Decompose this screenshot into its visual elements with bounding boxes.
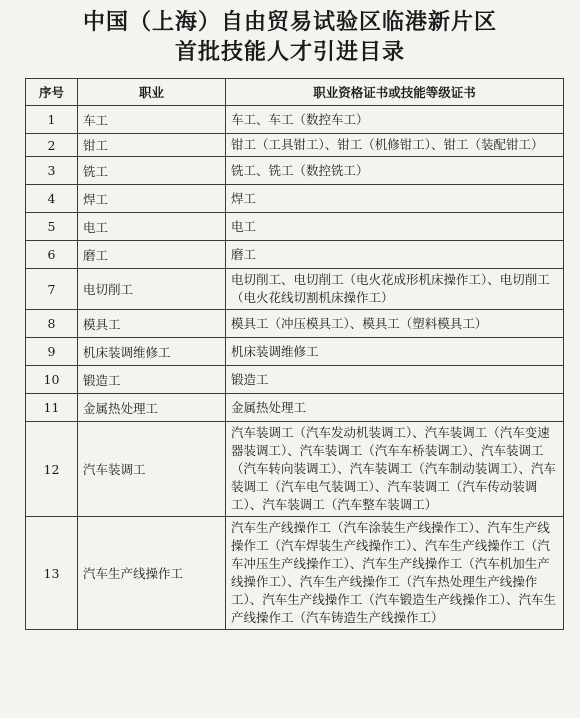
row-number: 7 (26, 269, 78, 310)
row-occupation: 模具工 (78, 310, 226, 338)
row-number: 13 (26, 517, 78, 630)
table-row (26, 269, 564, 310)
row-number: 4 (26, 185, 78, 213)
row-occupation: 锻造工 (78, 366, 226, 394)
row-certificate: 机床装调维修工 (226, 338, 564, 366)
row-occupation: 铣工 (78, 157, 226, 185)
row-certificate: 电工 (226, 213, 564, 241)
row-number: 5 (26, 213, 78, 241)
table-row (26, 338, 564, 366)
table-row (26, 134, 564, 157)
table-row (26, 517, 564, 630)
row-occupation: 车工 (78, 106, 226, 134)
row-occupation: 机床装调维修工 (78, 338, 226, 366)
row-certificate: 汽车装调工（汽车发动机装调工）、汽车装调工（汽车变速器装调工）、汽车装调工（汽车车桥装调工）、汽车装调工（汽车转向装调工）、汽车装调工（汽车制动装调工）、汽车装调工（汽车电气装调工）、汽车装调工（汽车传动装调工）、汽车装调工（汽车整车装调工） (226, 422, 564, 517)
row-number: 8 (26, 310, 78, 338)
row-certificate: 焊工 (226, 185, 564, 213)
header-occupation: 职业 (78, 79, 226, 106)
row-certificate: 电切削工、电切削工（电火花成形机床操作工）、电切削工（电火花线切割机床操作工） (226, 269, 564, 310)
table-row (26, 394, 564, 422)
row-certificate: 模具工（冲压模具工）、模具工（塑料模具工） (226, 310, 564, 338)
table-row (26, 106, 564, 134)
row-number: 2 (26, 134, 78, 157)
row-certificate: 磨工 (226, 241, 564, 269)
row-number: 6 (26, 241, 78, 269)
row-certificate: 车工、车工（数控车工） (226, 106, 564, 134)
table-row (26, 422, 564, 517)
table-row (26, 241, 564, 269)
row-occupation: 汽车装调工 (78, 422, 226, 517)
row-certificate: 钳工（工具钳工）、钳工（机修钳工）、钳工（装配钳工） (226, 134, 564, 157)
table-row (26, 310, 564, 338)
header-certificate: 职业资格证书或技能等级证书 (226, 79, 564, 106)
header-number: 序号 (26, 79, 78, 106)
row-occupation: 金属热处理工 (78, 394, 226, 422)
row-certificate: 锻造工 (226, 366, 564, 394)
row-occupation: 钳工 (78, 134, 226, 157)
row-number: 1 (26, 106, 78, 134)
row-number: 3 (26, 157, 78, 185)
row-occupation: 磨工 (78, 241, 226, 269)
row-number: 10 (26, 366, 78, 394)
row-number: 11 (26, 394, 78, 422)
row-occupation: 电切削工 (78, 269, 226, 310)
row-occupation: 焊工 (78, 185, 226, 213)
talent-catalog-table (25, 78, 564, 630)
page-subtitle: 首批技能人才引进目录 (174, 40, 405, 65)
table-row (26, 213, 564, 241)
table-header-row (26, 79, 564, 106)
table-row (26, 185, 564, 213)
row-certificate: 金属热处理工 (226, 394, 564, 422)
page-title: 中国（上海）自由贸易试验区临港新片区 (82, 10, 497, 35)
row-occupation: 汽车生产线操作工 (78, 517, 226, 630)
row-certificate: 铣工、铣工（数控铣工） (226, 157, 564, 185)
row-occupation: 电工 (78, 213, 226, 241)
table-row (26, 366, 564, 394)
table-row (26, 157, 564, 185)
row-number: 12 (26, 422, 78, 517)
row-certificate: 汽车生产线操作工（汽车涂装生产线操作工）、汽车生产线操作工（汽车焊装生产线操作工）、汽车生产线操作工（汽车冲压生产线操作工）、汽车生产线操作工（汽车机加生产线操作工）、汽车生产线操作工（汽车热处理生产线操作工）、汽车生产线操作工（汽车锻造生产线操作工）、汽车生产线操作工（汽车铸造生产线操作工） (226, 517, 564, 630)
row-number: 9 (26, 338, 78, 366)
